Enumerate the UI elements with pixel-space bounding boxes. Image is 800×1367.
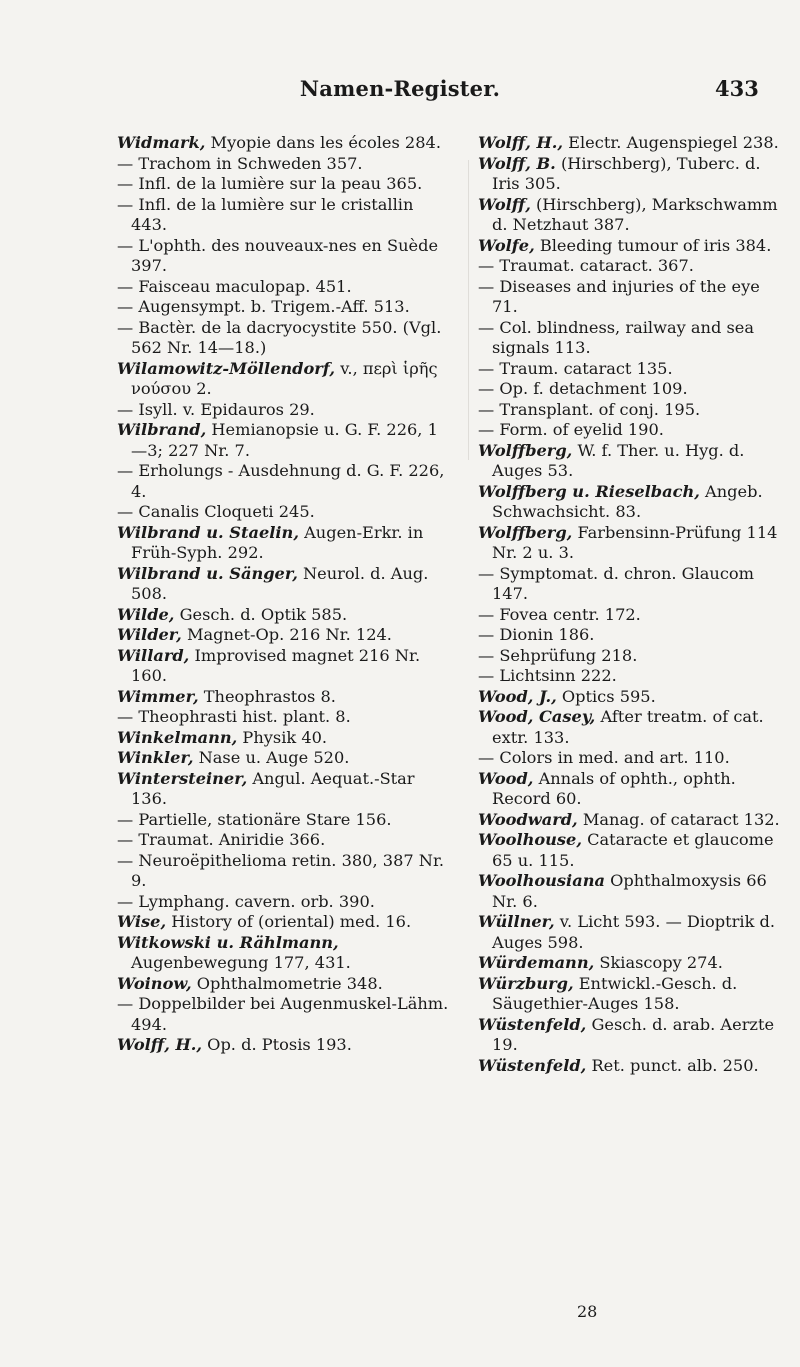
entry-text: Neurol. d. Aug. 508.	[131, 563, 429, 603]
entry-name: Witkowski u. Rählmann,	[117, 932, 339, 952]
entry-text: — Sehprüfung 218.	[478, 645, 638, 665]
entry-name: Widmark,	[117, 133, 206, 152]
index-entry	[478, 256, 788, 277]
index-entry	[478, 953, 788, 974]
entry-name: Würzburg,	[478, 973, 574, 993]
entry-text: Angeb. Schwachsicht. 83.	[492, 481, 763, 521]
entry-text: — L'ophth. des nouveaux-nes en Suède 397.	[117, 235, 439, 275]
entry-text: Ophthalmometrie 348.	[191, 973, 383, 993]
entry-text: — Doppelbilder bei Augenmuskel-Lähm. 494.	[117, 994, 449, 1034]
entry-name: Wilbrand u. Staelin,	[117, 522, 299, 542]
entry-text: — Bactèr. de la dacryocystite 550. (Vgl. 562 Nr. 14—18.)	[117, 317, 442, 357]
page-title: Namen-Register.	[299, 76, 501, 101]
entry-text: — Partielle, stationäre Stare 156.	[117, 809, 392, 829]
entry-name: Willard,	[117, 645, 190, 665]
index-entry	[117, 523, 451, 564]
entry-name: Wilbrand,	[117, 420, 207, 439]
entry-text: — Infl. de la lumière sur le cristallin 443.	[117, 194, 414, 234]
entry-name: Wise,	[117, 912, 167, 931]
index-entry	[117, 154, 451, 175]
entry-text: Electr. Augenspiegel 238.	[563, 133, 779, 152]
entry-name: Woinow,	[117, 973, 192, 993]
entry-text: — Faisceau maculopap. 451.	[117, 276, 352, 296]
entry-text: — Fovea centr. 172.	[478, 604, 641, 624]
entry-text: — Colors in med. and art. 110.	[478, 748, 730, 767]
index-entry	[117, 912, 451, 933]
entry-text: Hemianopsie u. G. F. 226, 1—3; 227 Nr. 7.	[131, 420, 438, 460]
entry-text: Theophrastos 8.	[198, 686, 336, 706]
entry-text: — Traumat. cataract. 367.	[478, 256, 694, 275]
entry-text: — Col. blindness, railway and sea signals 113.	[478, 317, 755, 357]
entry-name: Wood, J.,	[478, 686, 557, 706]
index-entry	[117, 359, 451, 400]
entry-text: After treatm. of cat. extr. 133.	[492, 707, 764, 747]
left-column	[117, 133, 451, 1056]
index-entry	[117, 810, 451, 831]
entry-name: Wolffberg,	[478, 522, 573, 542]
entry-text: — Isyll. v. Epidauros 29.	[117, 399, 315, 419]
index-entry	[478, 400, 788, 421]
index-entry	[117, 605, 451, 626]
right-column	[478, 133, 788, 1076]
index-entry	[478, 195, 788, 236]
entry-name: Winkelmann,	[117, 727, 238, 747]
index-entry	[117, 994, 451, 1035]
entry-text: Ophthalmoxysis 66 Nr. 6.	[492, 871, 767, 911]
index-entry	[117, 892, 451, 913]
entry-text: (Hirschberg), Markschwamm d. Netzhaut 387.	[492, 194, 778, 234]
entry-text: — Canalis Cloqueti 245.	[117, 502, 315, 521]
entry-text: Ret. punct. alb. 250.	[586, 1055, 759, 1075]
index-entry	[117, 195, 451, 236]
index-entry	[478, 564, 788, 605]
index-entry	[117, 707, 451, 728]
entry-text: Gesch. d. Optik 585.	[174, 604, 348, 624]
entry-name: Wolff, H.,	[117, 1035, 203, 1054]
index-entry	[478, 810, 788, 831]
index-entry	[117, 830, 451, 851]
index-entry	[117, 277, 451, 298]
entry-name: Wolff, B.	[478, 153, 556, 173]
index-entry	[478, 154, 788, 195]
entry-name: Woolhousiana	[478, 871, 605, 890]
index-entry	[478, 236, 788, 257]
entry-name: Würdemann,	[478, 953, 595, 972]
index-entry	[117, 502, 451, 523]
index-entry	[117, 318, 451, 359]
entry-text: Manag. of cataract 132.	[577, 809, 780, 829]
index-entry	[478, 605, 788, 626]
entry-text: — Dionin 186.	[478, 625, 595, 644]
index-entry	[478, 441, 788, 482]
index-entry	[117, 174, 451, 195]
index-entry	[478, 748, 788, 769]
entry-text: Skiascopy 274.	[594, 953, 723, 972]
index-entry	[117, 646, 451, 687]
index-entry	[478, 420, 788, 441]
entry-text: — Trachom in Schweden 357.	[117, 153, 363, 173]
index-entry	[117, 133, 451, 154]
index-entry	[117, 769, 451, 810]
entry-name: Wood, Casey,	[478, 707, 596, 726]
entry-text: — Form. of eyelid 190.	[478, 420, 664, 439]
entry-text: Improvised magnet 216 Nr. 160.	[131, 645, 421, 685]
index-entry	[117, 933, 451, 974]
entry-name: Wolff,	[478, 194, 531, 214]
entry-text: — Op. f. detachment 109.	[478, 379, 688, 398]
index-entry	[478, 687, 788, 708]
index-entry	[117, 748, 451, 769]
entry-name: Wolffberg u. Rieselbach,	[478, 481, 700, 501]
index-entry	[478, 912, 788, 953]
entry-text: Entwickl.-Gesch. d. Säugethier-Auges 158.	[492, 973, 738, 1013]
index-entry	[478, 482, 788, 523]
entry-text: — Diseases and injuries of the eye 71.	[478, 276, 760, 316]
entry-text: v., περὶ ἱρῆς νούσου 2.	[131, 358, 438, 398]
index-entry	[117, 297, 451, 318]
entry-text: Physik 40.	[237, 727, 328, 747]
entry-text: — Lichtsinn 222.	[478, 666, 617, 685]
entry-name: Wimmer,	[117, 686, 199, 706]
entry-text: — Infl. de la lumière sur la peau 365.	[117, 174, 423, 193]
entry-text: (Hirschberg), Tuberc. d. Iris 305.	[492, 153, 761, 193]
entry-text: Optics 595.	[556, 686, 656, 706]
index-entry	[117, 400, 451, 421]
entry-name: Wilder,	[117, 625, 182, 644]
column-divider	[468, 160, 469, 460]
index-entry	[478, 646, 788, 667]
entry-name: Woodward,	[478, 809, 578, 829]
index-entry	[478, 625, 788, 646]
entry-text: Annals of ophth., ophth. Record 60.	[492, 768, 736, 808]
index-entry	[117, 851, 451, 892]
entry-text: Nase u. Auge 520.	[193, 748, 350, 767]
entry-name: Woolhouse,	[478, 830, 582, 849]
entry-text: Augen-Erkr. in Früh-Syph. 292.	[131, 522, 424, 562]
entry-text: Gesch. d. arab. Aerzte 19.	[492, 1014, 775, 1054]
entry-name: Wintersteiner,	[117, 768, 248, 788]
entry-text: Op. d. Ptosis 193.	[202, 1035, 352, 1054]
entry-text: — Theophrasti hist. plant. 8.	[117, 707, 351, 726]
index-entry	[478, 871, 788, 912]
entry-name: Wilbrand u. Sänger,	[117, 563, 298, 583]
page-number: 433	[715, 76, 759, 101]
index-entry	[117, 1035, 451, 1056]
index-entry	[478, 707, 788, 748]
index-entry	[478, 318, 788, 359]
index-entry	[117, 728, 451, 749]
entry-text: W. f. Ther. u. Hyg. d. Auges 53.	[492, 440, 745, 480]
index-entry	[478, 523, 788, 564]
entry-text: Myopie dans les écoles 284.	[205, 133, 441, 152]
entry-name: Wüstenfeld,	[478, 1055, 587, 1075]
index-entry	[117, 687, 451, 708]
entry-name: Wüllner,	[478, 912, 555, 931]
entry-text: — Traum. cataract 135.	[478, 358, 673, 378]
entry-text: Angul. Aequat.-Star 136.	[131, 768, 415, 808]
index-entry	[478, 277, 788, 318]
entry-name: Wilde,	[117, 604, 175, 624]
entry-text: — Lymphang. cavern. orb. 390.	[117, 891, 375, 911]
entry-name: Wolfe,	[478, 235, 535, 255]
entry-text: — Symptomat. d. chron. Glaucom 147.	[478, 563, 755, 603]
entry-name: Winkler,	[117, 748, 194, 767]
entry-name: Wolffberg,	[478, 440, 573, 460]
index-entry	[478, 379, 788, 400]
entry-text: — Augensympt. b. Trigem.-Aff. 513.	[117, 297, 410, 316]
entry-text: — Erholungs - Ausdehnung d. G. F. 226, 4.	[117, 461, 445, 501]
entry-text: Bleeding tumour of iris 384.	[534, 235, 772, 255]
entry-text: — Traumat. Aniridie 366.	[117, 830, 326, 849]
signature-number: 28	[577, 1302, 598, 1321]
entry-text: Magnet-Op. 216 Nr. 124.	[181, 625, 392, 644]
entry-name: Wilamowitz-Möllendorf,	[117, 358, 336, 378]
index-entry	[117, 420, 451, 461]
index-entry	[117, 236, 451, 277]
entry-name: Wolff, H.,	[478, 133, 564, 152]
index-entry	[478, 830, 788, 871]
entry-name: Wüstenfeld,	[478, 1014, 587, 1034]
index-entry	[478, 769, 788, 810]
index-entry	[117, 461, 451, 502]
index-entry	[478, 1056, 788, 1077]
index-entry	[478, 666, 788, 687]
entry-text: Farbensinn-Prüfung 114 Nr. 2 u. 3.	[492, 522, 778, 562]
index-entry	[478, 1015, 788, 1056]
entry-text: Augenbewegung 177, 431.	[131, 953, 351, 972]
index-entry	[478, 359, 788, 380]
entry-text: Cataracte et glaucome 65 u. 115.	[492, 830, 774, 870]
index-entry	[117, 564, 451, 605]
index-entry	[478, 974, 788, 1015]
entry-text: — Transplant. of conj. 195.	[478, 399, 701, 419]
index-entry	[117, 974, 451, 995]
entry-text: v. Licht 593. — Dioptrik d. Auges 598.	[492, 912, 776, 952]
entry-text: — Neuroëpithelioma retin. 380, 387 Nr. 9.	[117, 850, 445, 890]
index-entry	[478, 133, 788, 154]
entry-name: Wood,	[478, 768, 534, 788]
index-entry	[117, 625, 451, 646]
entry-text: History of (oriental) med. 16.	[166, 912, 412, 931]
